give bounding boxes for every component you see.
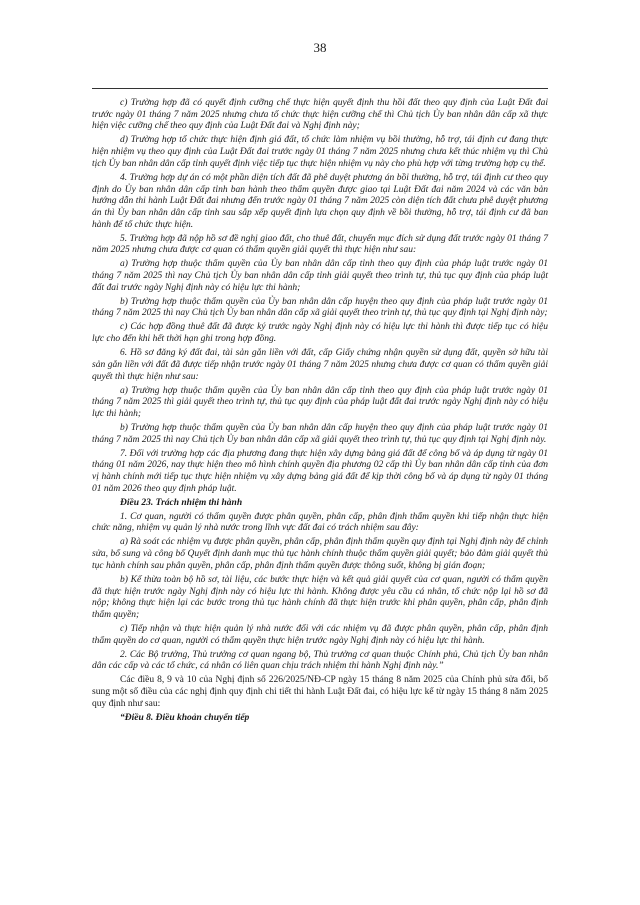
paragraph: 4. Trường hợp dự án có một phần diện tích đất đã phê duyệt phương án bồi thường, hỗ trợ, tái định cư theo quy định do Ủy ban nhân dân cấp tỉnh ban hành theo thẩm quyền được giao tại Luật Đất đai năm 2024 và các văn bản hướng dẫn thi hành Luật Đất đai nhưng đến trước ngày 01 tháng 7 năm 2025 còn diện tích đất chưa phê duyệt phương án thì Ủy ban nhân dân cấp tỉnh sau sắp xếp quyết định lựa chọn quy định về bồi thường, hỗ trợ, tái định cư đã ban hành để tổ chức thực hiện. [92, 172, 548, 230]
paragraph: 1. Cơ quan, người có thẩm quyền được phân quyền, phân cấp, phân định thẩm quyền khi tiếp nhận thực hiện chức năng, nhiệm vụ quản lý nhà nước trong lĩnh vực đất đai có trách nhiệm sau đây: [92, 511, 548, 534]
paragraph: b) Trường hợp thuộc thẩm quyền của Ủy ban nhân dân cấp huyện theo quy định của pháp luật trước ngày 01 tháng 7 năm 2025 thì nay Chủ tịch Ủy ban nhân dân cấp xã giải quyết theo trình tự, thủ tục quy định tại Nghị định này; [92, 296, 548, 319]
paragraph: c) Tiếp nhận và thực hiện quản lý nhà nước đối với các nhiệm vụ đã được phân quyền, phân cấp, phân định thẩm quyền do cơ quan, người có thẩm quyền thực hiện trước ngày Nghị định này có hiệu lực thi hành. [92, 623, 548, 646]
paragraph: 7. Đối với trường hợp các địa phương đang thực hiện xây dựng bảng giá đất để công bố và áp dụng từ ngày 01 tháng 01 năm 2026, nay thực hiện theo mô hình chính quyền địa phương 02 cấp thì Ủy ban nhân dân cấp tỉnh của đơn vị hành chính mới tiếp tục thực hiện nhiệm vụ xây dựng bảng giá đất để kịp thời công bố và áp dụng từ ngày 01 tháng 01 năm 2026 theo quy định pháp luật. [92, 448, 548, 494]
paragraph: 5. Trường hợp đã nộp hồ sơ đề nghị giao đất, cho thuê đất, chuyển mục đích sử dụng đất trước ngày 01 tháng 7 năm 2025 nhưng chưa được cơ quan có thẩm quyền giải quyết thì thực hiện như sau: [92, 233, 548, 256]
article-heading: “Điều 8. Điều khoản chuyển tiếp [120, 712, 250, 723]
article-heading: Điều 23. Trách nhiệm thi hành [120, 497, 243, 508]
page-number: 38 [313, 40, 327, 55]
paragraph: b) Trường hợp thuộc thẩm quyền của Ủy ban nhân dân cấp huyện theo quy định của pháp luật trước ngày 01 tháng 7 năm 2025 thì nay Chủ tịch Ủy ban nhân dân cấp xã giải quyết theo trình tự, thủ tục quy định tại Nghị định này. [92, 422, 548, 445]
paragraph: 2. Các Bộ trưởng, Thủ trưởng cơ quan ngang bộ, Thủ trưởng cơ quan thuộc Chính phủ, Chủ tịch Ủy ban nhân dân các cấp và các tổ chức, cá nhân có liên quan chịu trách nhiệm thi hành Nghị định này.” [92, 649, 548, 672]
paragraph: d) Trường hợp tổ chức thực hiện định giá đất, tổ chức làm nhiệm vụ bồi thường, hỗ trợ, tái định cư đang thực hiện nhiệm vụ theo quy định của Luật Đất đai trước ngày 01 tháng 7 năm 2025 nhưng chưa kết thúc nhiệm vụ thì Chủ tịch Ủy ban nhân dân cấp tỉnh quyết định việc tiếp tục thực hiện nhiệm vụ này cho phù hợp với từng trường hợp cụ thể. [92, 135, 548, 169]
paragraph: a) Trường hợp thuộc thẩm quyền của Ủy ban nhân dân cấp tỉnh theo quy định của pháp luật trước ngày 01 tháng 7 năm 2025 thì giải quyết theo trình tự, thủ tục quy định của pháp luật đất đai trước ngày Nghị định này có hiệu lực thi hành; [92, 385, 548, 419]
paragraph: a) Rà soát các nhiệm vụ được phân quyền, phân cấp, phân định thẩm quyền quy định tại Nghị định này để chỉnh sửa, bổ sung và công bố Quyết định danh mục thủ tục hành chính thuộc thẩm quyền giải quyết; bảo đảm giải quyết thủ tục hành chính sau phân quyền, phân cấp, phân định thẩm quyền được thông suốt, không bị gián đoạn; [92, 537, 548, 571]
header-divider [92, 88, 548, 89]
paragraph: Các điều 8, 9 và 10 của Nghị định số 226/2025/NĐ-CP ngày 15 tháng 8 năm 2025 của Chính phủ sửa đổi, bổ sung một số điều của các nghị định quy định chi tiết thi hành Luật Đất đai, có hiệu lực kể từ ngày 15 tháng 8 năm 2025 quy định như sau: [92, 675, 548, 709]
paragraph: c) Trường hợp đã có quyết định cưỡng chế thực hiện quyết định thu hồi đất theo quy định của Luật Đất đai trước ngày 01 tháng 7 năm 2025 nhưng chưa tổ chức thực hiện cưỡng chế thì Chủ tịch Ủy ban nhân dân cấp xã thực hiện việc cưỡng chế theo quy định của Luật Đất đai và Nghị định này; [92, 98, 548, 132]
paragraph: 6. Hồ sơ đăng ký đất đai, tài sản gắn liền với đất, cấp Giấy chứng nhận quyền sử dụng đất, quyền sở hữu tài sản gắn liền với đất đã được tiếp nhận trước ngày 01 tháng 7 năm 2025 nhưng chưa được cơ quan có thẩm quyền giải quyết thì thực hiện như sau: [92, 348, 548, 382]
paragraph: b) Kế thừa toàn bộ hồ sơ, tài liệu, các bước thực hiện và kết quả giải quyết của cơ quan, người có thẩm quyền đã thực hiện trước ngày Nghị định này có hiệu lực thi hành. Không được yêu cầu cá nhân, tổ chức nộp lại hồ sơ đã nộp; không thực hiện lại các bước trong thủ tục hành chính đã thực hiện trước khi phân quyền, phân cấp, phân định thẩm quyền; [92, 574, 548, 620]
document-body [92, 98, 548, 727]
paragraph: a) Trường hợp thuộc thẩm quyền của Ủy ban nhân dân cấp tỉnh theo quy định của pháp luật trước ngày 01 tháng 7 năm 2025 thì nay Chủ tịch Ủy ban nhân dân cấp tỉnh giải quyết theo trình tự, thủ tục quy định của pháp luật đất đai trước ngày Nghị định này có hiệu lực thi hành; [92, 259, 548, 293]
paragraph: c) Các hợp đồng thuê đất đã được ký trước ngày Nghị định này có hiệu lực thi hành thì được tiếp tục có hiệu lực cho đến khi hết thời hạn ghi trong hợp đồng. [92, 322, 548, 345]
